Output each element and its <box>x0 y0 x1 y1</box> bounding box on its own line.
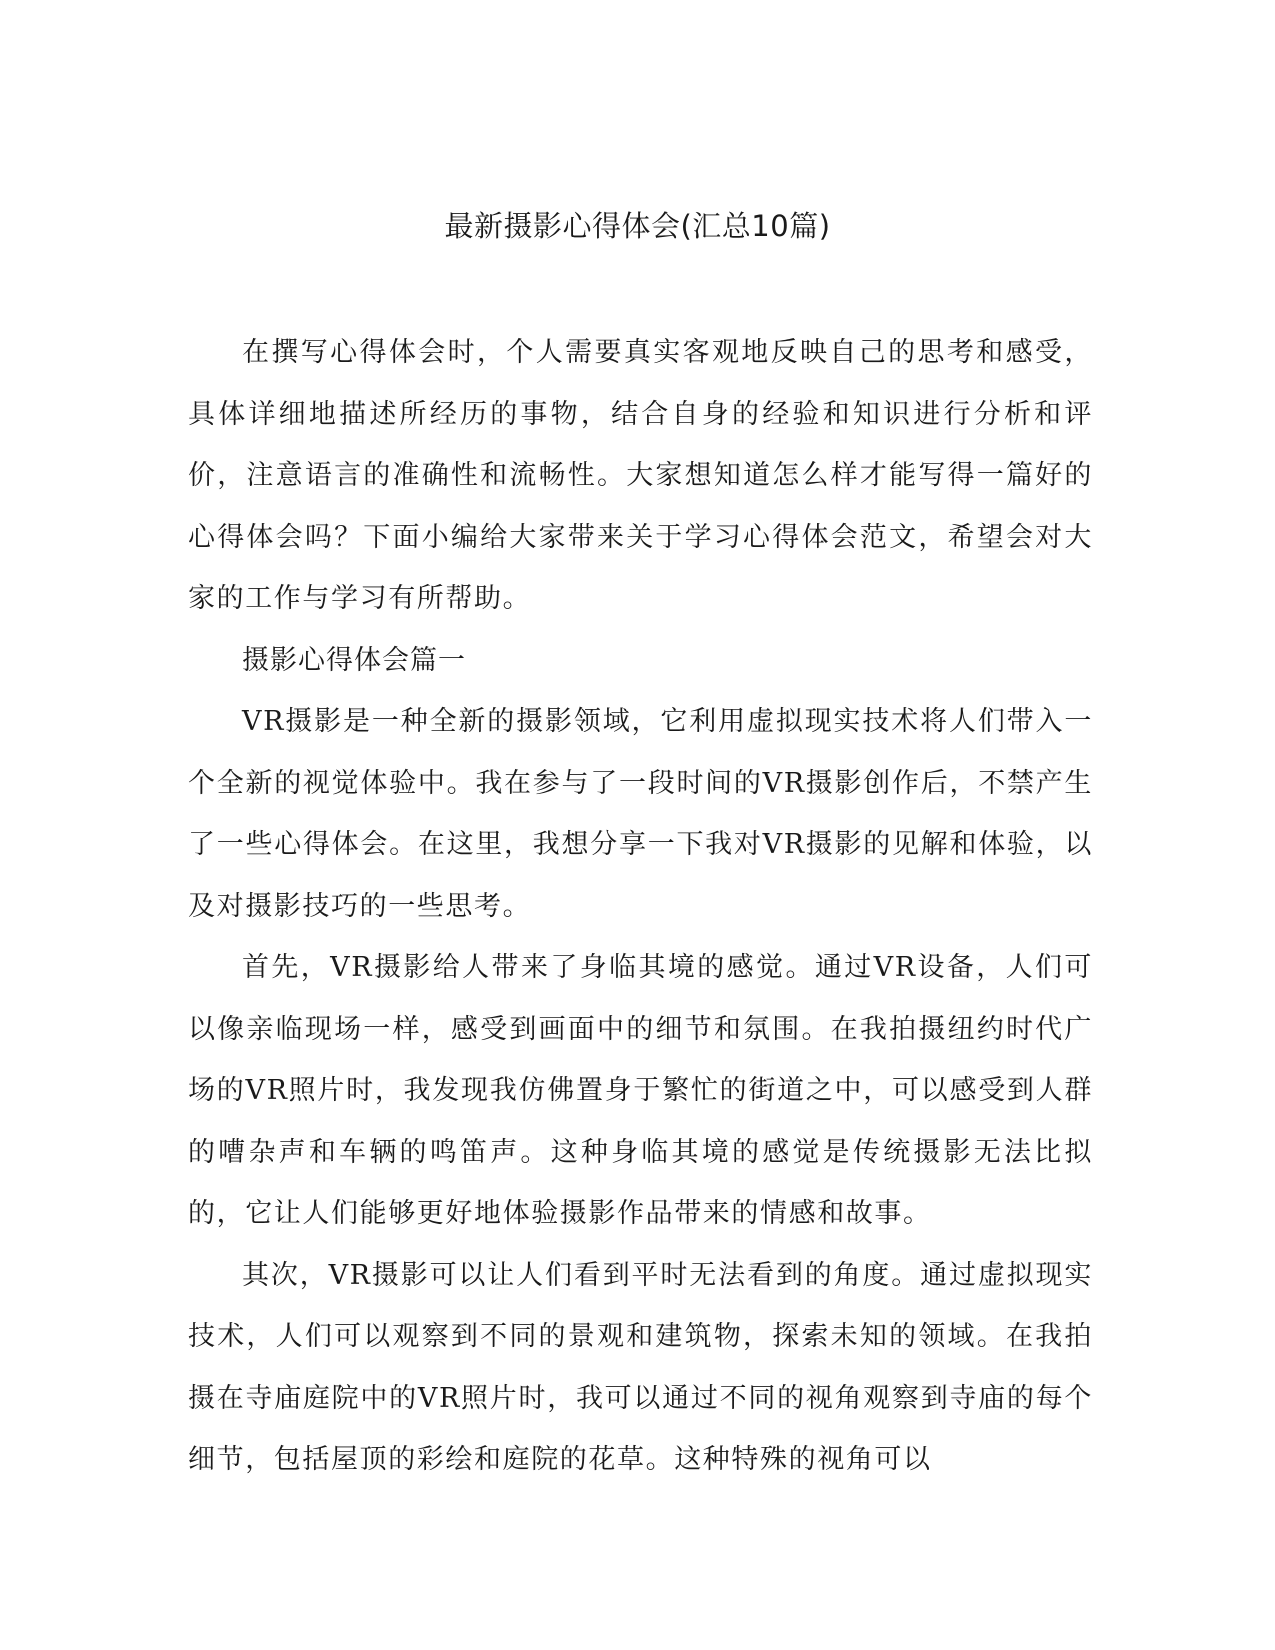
section-heading: 摄影心得体会篇一 <box>242 644 466 676</box>
body-paragraph-2: 首先，VR摄影给人带来了身临其境的感觉。通过VR设备，人们可以像亲临现场一样，感受到画面中的细节和氛围。在我拍摄纽约时代广场的VR照片时，我发现我仿佛置身于繁忙的街道之中，可以感受到人群的嘈杂声和车辆的鸣笛声。这种身临其境的感觉是传统摄影无法比拟的，它让人们能够更好地体验摄影作品带来的情感和故事。 <box>188 952 1093 1229</box>
document-body <box>188 322 1093 1491</box>
body-paragraph-1: VR摄影是一种全新的摄影领域，它利用虚拟现实技术将人们带入一个全新的视觉体验中。我在参与了一段时间的VR摄影创作后，不禁产生了一些心得体会。在这里，我想分享一下我对VR摄影的见解和体验，以及对摄影技巧的一些思考。 <box>188 706 1093 922</box>
body-paragraph-3: 其次，VR摄影可以让人们看到平时无法看到的角度。通过虚拟现实技术，人们可以观察到不同的景观和建筑物，探索未知的领域。在我拍摄在寺庙庭院中的VR照片时，我可以通过不同的视角观察到寺庙的每个细节，包括屋顶的彩绘和庭院的花草。这种特殊的视角可以 <box>188 1259 1093 1475</box>
document-title: 最新摄影心得体会(汇总10篇) <box>444 209 831 243</box>
intro-paragraph: 在撰写心得体会时，个人需要真实客观地反映自己的思考和感受，具体详细地描述所经历的事物，结合自身的经验和知识进行分析和评价，注意语言的准确性和流畅性。大家想知道怎么样才能写得一篇好的心得体会吗？下面小编给大家带来关于学习心得体会范文，希望会对大家的工作与学习有所帮助。 <box>188 337 1093 614</box>
